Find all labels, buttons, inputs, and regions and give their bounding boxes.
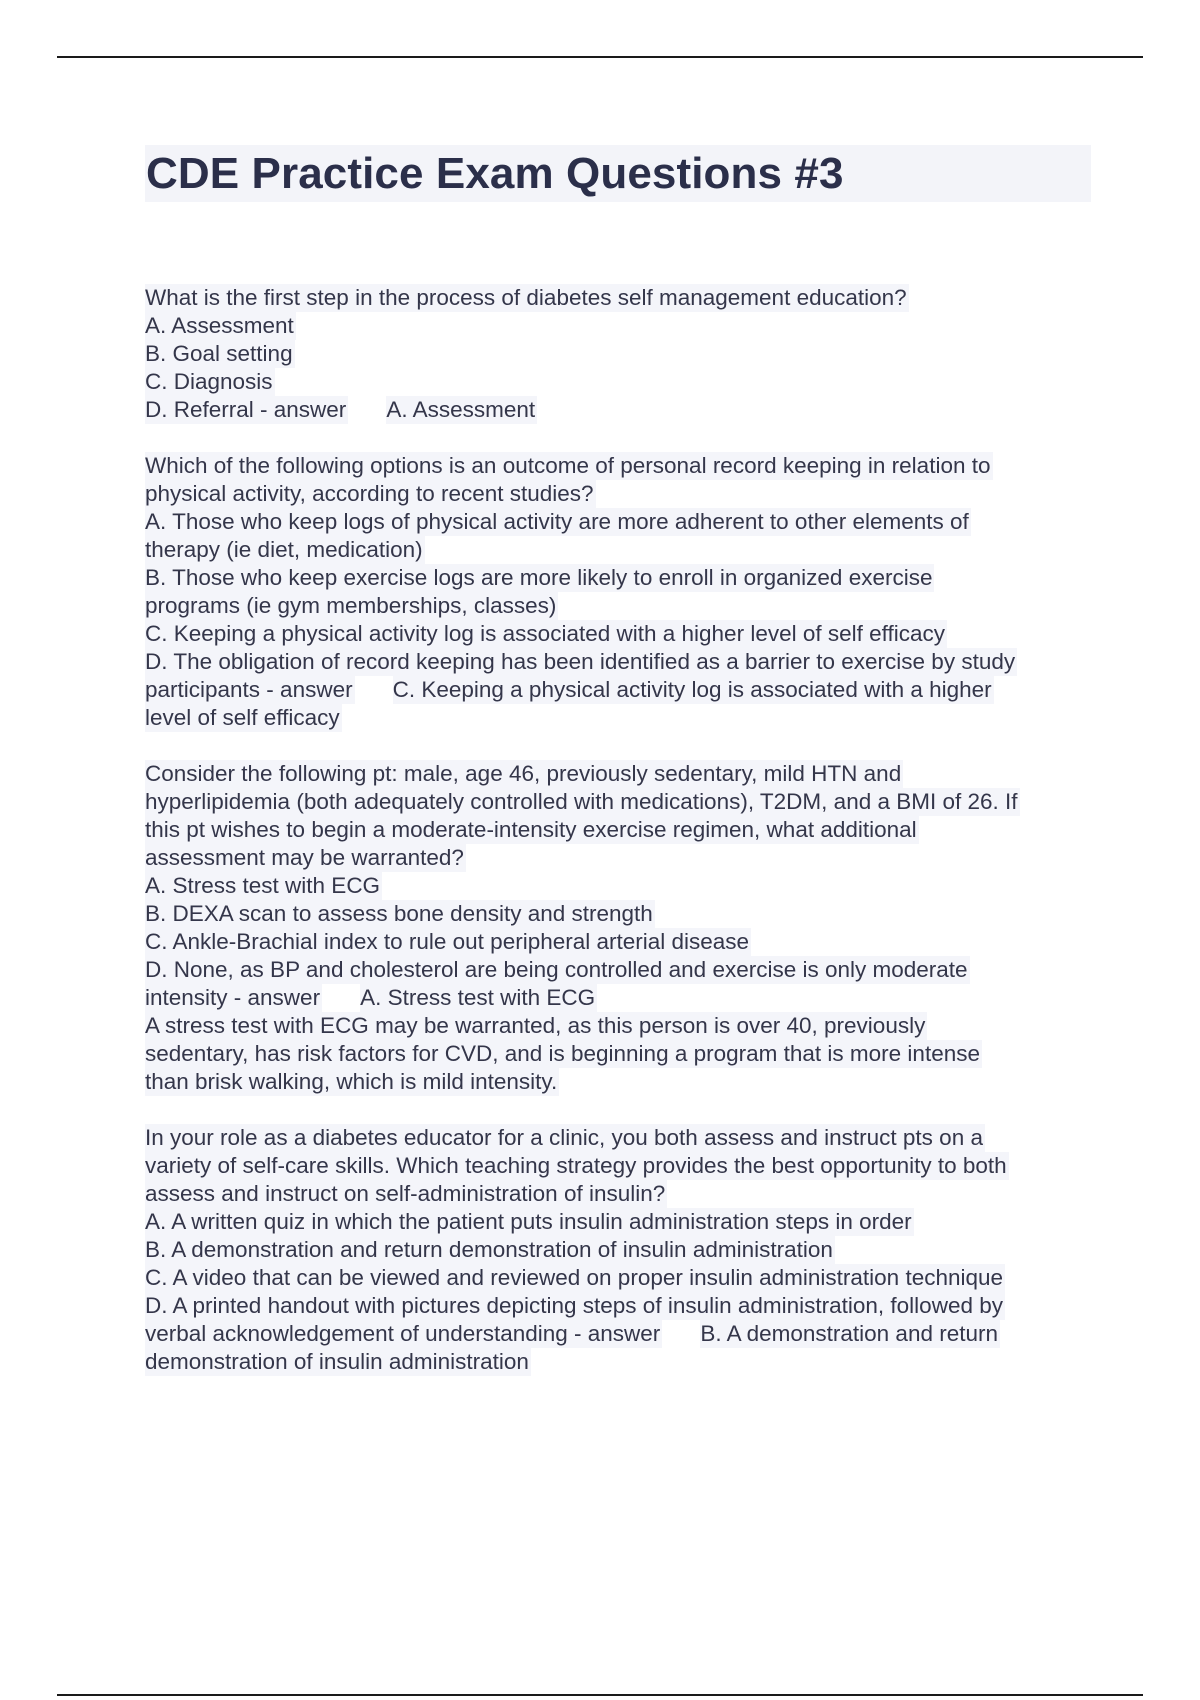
question-line: In your role as a diabetes educator for a clinic, you both assess and instruct pts on a <box>145 1125 983 1150</box>
text-row <box>145 396 1090 424</box>
question-block <box>145 452 1090 732</box>
question-line: C. Ankle-Brachial index to rule out peripheral arterial disease <box>145 929 750 954</box>
text-row <box>145 592 1090 620</box>
text-row <box>145 928 1090 956</box>
question-line: C. A video that can be viewed and reviewed on proper insulin administration technique <box>145 1265 1004 1290</box>
text-row <box>145 984 1090 1012</box>
question-line: D. A printed handout with pictures depicting steps of insulin administration, followed by <box>145 1293 1003 1318</box>
question-line: sedentary, has risk factors for CVD, and is beginning a program that is more intense <box>145 1041 980 1066</box>
question-line: level of self efficacy <box>145 705 340 730</box>
text-row <box>145 312 1090 340</box>
text-row <box>145 480 1090 508</box>
text-row <box>145 564 1090 592</box>
page-title: CDE Practice Exam Questions #3 <box>145 145 1091 202</box>
question-line: programs (ie gym memberships, classes) <box>145 593 557 618</box>
text-row <box>145 760 1090 788</box>
question-line: hyperlipidemia (both adequately controlled with medications), T2DM, and a BMI of 26. If <box>145 789 1018 814</box>
text-row <box>145 368 1090 396</box>
text-row <box>145 1348 1090 1376</box>
text-row <box>145 1152 1090 1180</box>
bottom-rule <box>57 1694 1143 1696</box>
text-row <box>145 1068 1090 1096</box>
text-row <box>145 284 1090 312</box>
question-line: this pt wishes to begin a moderate-intensity exercise regimen, what additional <box>145 817 917 842</box>
text-row <box>145 872 1090 900</box>
text-row <box>145 452 1090 480</box>
text-row <box>145 1292 1090 1320</box>
question-line: A. Those who keep logs of physical activity are more adherent to other elements of <box>145 509 969 534</box>
text-row <box>145 788 1090 816</box>
question-line: A. Stress test with ECG <box>145 873 381 898</box>
question-line: intensity - answer <box>145 985 321 1010</box>
text-row <box>145 1236 1090 1264</box>
text-row <box>145 900 1090 928</box>
question-block <box>145 284 1090 424</box>
question-line: C. Keeping a physical activity log is associated with a higher level of self efficacy <box>145 621 945 646</box>
question-line: verbal acknowledgement of understanding - answer <box>145 1321 661 1346</box>
question-line: What is the first step in the process of diabetes self management education? <box>145 285 907 310</box>
question-list <box>145 284 1090 1404</box>
text-row <box>145 536 1090 564</box>
answer-text: B. A demonstration and return <box>700 1321 998 1346</box>
question-line: physical activity, according to recent studies? <box>145 481 594 506</box>
question-line: demonstration of insulin administration <box>145 1349 529 1374</box>
question-line: B. Goal setting <box>145 341 293 366</box>
text-row <box>145 956 1090 984</box>
question-line: B. DEXA scan to assess bone density and strength <box>145 901 653 926</box>
answer-text: A. Stress test with ECG <box>360 985 596 1010</box>
text-row <box>145 1012 1090 1040</box>
answer-text: A. Assessment <box>386 397 536 422</box>
question-line: B. Those who keep exercise logs are more likely to enroll in organized exercise <box>145 565 933 590</box>
question-line: A stress test with ECG may be warranted, as this person is over 40, previously <box>145 1013 926 1038</box>
text-row <box>145 1040 1090 1068</box>
text-row <box>145 1124 1090 1152</box>
text-row <box>145 676 1090 704</box>
text-row <box>145 620 1090 648</box>
question-line: B. A demonstration and return demonstration of insulin administration <box>145 1237 833 1262</box>
text-row <box>145 816 1090 844</box>
question-line: Consider the following pt: male, age 46, previously sedentary, mild HTN and <box>145 761 902 786</box>
question-line: A. A written quiz in which the patient puts insulin administration steps in order <box>145 1209 912 1234</box>
text-row <box>145 340 1090 368</box>
question-line: than brisk walking, which is mild intensity. <box>145 1069 558 1094</box>
question-line: therapy (ie diet, medication) <box>145 537 423 562</box>
question-line: D. The obligation of record keeping has been identified as a barrier to exercise by study <box>145 649 1016 674</box>
text-row <box>145 1208 1090 1236</box>
question-block <box>145 1124 1090 1376</box>
text-row <box>145 1180 1090 1208</box>
text-row <box>145 1264 1090 1292</box>
question-line: D. Referral - answer <box>145 397 347 422</box>
question-line: Which of the following options is an outcome of personal record keeping in relation to <box>145 453 991 478</box>
text-row <box>145 648 1090 676</box>
question-line: assessment may be warranted? <box>145 845 464 870</box>
question-line: participants - answer <box>145 677 353 702</box>
top-rule <box>57 56 1143 58</box>
text-row <box>145 1320 1090 1348</box>
text-row <box>145 844 1090 872</box>
question-line: D. None, as BP and cholesterol are being controlled and exercise is only moderate <box>145 957 968 982</box>
question-line: C. Diagnosis <box>145 369 273 394</box>
question-block <box>145 760 1090 1096</box>
text-row <box>145 508 1090 536</box>
question-line: variety of self-care skills. Which teaching strategy provides the best opportunity to both <box>145 1153 1007 1178</box>
question-line: assess and instruct on self-administration of insulin? <box>145 1181 666 1206</box>
text-row <box>145 704 1090 732</box>
question-line: A. Assessment <box>145 313 294 338</box>
answer-text: C. Keeping a physical activity log is associated with a higher <box>392 677 992 702</box>
